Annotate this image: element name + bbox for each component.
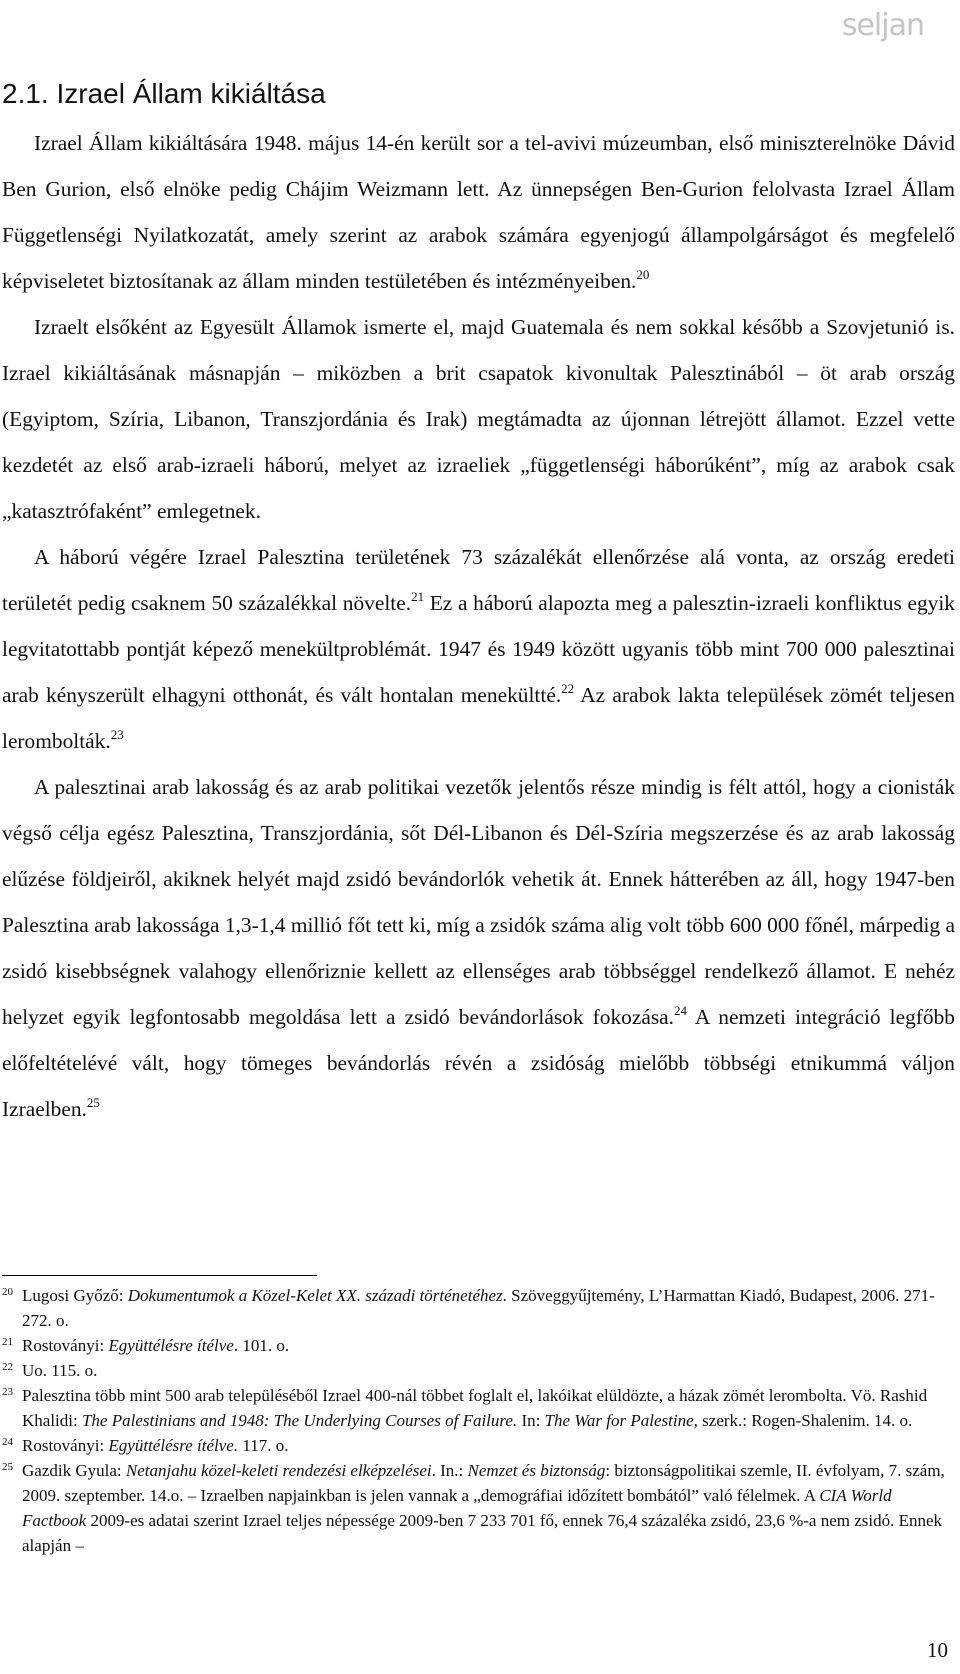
footnote-reference: 20 bbox=[636, 267, 650, 282]
footnote-reference: 23 bbox=[110, 727, 124, 742]
footnote: $^{23}$ Palesztina több mint 500 arab településéből Izrael 400-nál többet foglalt el, lakóikat elüldözte, a házak zömét lerombolta. Vö. Rashid Khalidi: The Palestinians and 1948: The Underlying Courses of Failure. In: The War for Palestine, szerk.: Rogen-Shalenim. 14. o. bbox=[2, 1386, 928, 1430]
text-run: , szerk.: Rogen-Shalenim. 14. o. bbox=[693, 1411, 913, 1430]
footnote: $^{20}$ Lugosi Győző: Dokumentumok a Közel-Kelet XX. századi történetéhez. Szöveggyűjtemény, L’Harmattan Kiadó, Budapest, 2006. 271-272. o. bbox=[2, 1286, 935, 1330]
text-run: A nemzeti integráció legfőbb előfeltételévé vált, hogy tömeges bevándorlás révén a zsidóság mielőbb többségi etnikummá váljon Izraelben. bbox=[2, 1005, 956, 1121]
text-run: A háború végére Izrael Palesztina területének 73 százalékát ellenőrzése alá vonta, az ország eredeti területét pedig csaknem 50 százalékkal növelte. bbox=[2, 545, 955, 615]
body-text bbox=[2, 120, 955, 1132]
text-run: Rostoványi: bbox=[22, 1436, 109, 1455]
text-run: : biztonságpolitikai szemle, II. évfolyam, 7. szám, 2009. szeptember. 14.o. – Izraelben napjainkban is jelen vannak a „demográfiai időzített bombától” való félelmek. A bbox=[22, 1461, 945, 1505]
text-run: . 101. o. bbox=[233, 1336, 290, 1355]
text-run: 2009-es adatai szerint Izrael teljes népessége 2009-ben 7 233 701 fő, ennek 76,4 százaléka zsidó, 23,6 %-a nem zsidó. Ennek alapján – bbox=[22, 1511, 943, 1555]
text-run: A palesztinai arab lakosság és az arab politikai vezetők jelentős része mindig is félt attól, hogy a cionisták végső célja egész Palesztina, Transzjordánia, sőt Dél-Libanon és Dél-Szíria megszerzése és az arab lakosság elűzése földjeiről, akiknek helyét majd zsidó bevándorlók vehetik át. Ennek hátterében az áll, hogy 1947-ben Palesztina arab lakossága 1,3-1,4 millió főt tett ki, míg a zsidók száma alig volt több 600 000 főnél, márpedig a zsidó kisebbségnek valahogy ellenőriznie kellett az ellenséges arab többséggel rendelkező államot. E nehéz helyzet egyik legfontosabb megoldása lett a zsidó bevándorlások fokozása. bbox=[2, 775, 955, 1029]
text-run: Uo. 115. o. bbox=[22, 1361, 98, 1380]
text-run: Palesztina több mint 500 arab településéből Izrael 400-nál többet foglalt el, lakóikat elüldözte, a házak zömét lerombolta. Vö. Rashid Khalidi: bbox=[22, 1386, 928, 1430]
italic-text: CIA World Factbook bbox=[22, 1486, 892, 1530]
text-run: Rostoványi: bbox=[22, 1336, 109, 1355]
italic-text: Netanjahu közel-keleti rendezési elképzelései bbox=[125, 1461, 432, 1480]
footnote-reference: 22 bbox=[561, 681, 575, 696]
text-run: Gazdik Gyula: bbox=[22, 1461, 126, 1480]
italic-text: Együttélésre ítélve. bbox=[108, 1436, 239, 1455]
text-run: Izraelt elsőként az Egyesült Államok ismerte el, majd Guatemala és nem sokkal később a Szovjetunió is. Izrael kikiáltásának másnapján – miközben a brit csapatok kivonultak Palesztinából – öt arab ország (Egyiptom, Szíria, Libanon, Transzjordánia és Irak) megtámadta az újonnan létrejött államot. Ezzel vette kezdetét az első arab-izraeli háború, melyet az izraeliek „függetlenségi háborúként”, míg az arabok csak „katasztrófaként” emlegetnek. bbox=[2, 315, 955, 523]
text-run: 117. o. bbox=[238, 1436, 289, 1455]
text-run: . Szöveggyűjtemény, L’Harmattan Kiadó, Budapest, 2006. 271-272. o. bbox=[22, 1286, 935, 1330]
section-heading: 2.1. Izrael Állam kikiáltása bbox=[2, 78, 326, 109]
footnote-reference: 21 bbox=[411, 589, 425, 604]
footnote-reference: 25 bbox=[86, 1095, 100, 1110]
footnote: $^{25}$ Gazdik Gyula: Netanjahu közel-keleti rendezési elképzelései. In.: Nemzet és biztonság: biztonságpolitikai szemle, II. évfolyam, 7. szám, 2009. szeptember. 14.o. – Izraelben napjainkban is jelen vannak a „demográfiai időzített bombától” való félelmek. A CIA World Factbook 2009-es adatai szerint Izrael teljes népessége 2009-ben 7 233 701 fő, ennek 76,4 százaléka zsidó, 23,6 %-a nem zsidó. Ennek alapján – bbox=[2, 1461, 945, 1555]
page-number: 10 bbox=[927, 1638, 948, 1662]
footnote: $^{22}$ Uo. 115. o. bbox=[2, 1361, 98, 1380]
text-run: Lugosi Győző: bbox=[22, 1286, 128, 1305]
text-run: Ez a háború alapozta meg a palesztin-izraeli konfliktus egyik legvitatottabb pontját képező menekültproblémát. 1947 és 1949 között ugyanis több mint 700 000 palesztinai arab kényszerült elhagyni otthonát, és vált hontalan menekültté. bbox=[2, 591, 955, 707]
text-run: . In.: bbox=[431, 1461, 468, 1480]
paragraph bbox=[2, 120, 955, 304]
text-run: In: bbox=[517, 1411, 545, 1430]
text-run: Izrael Állam kikiáltására 1948. május 14-én került sor a tel-avivi múzeumban, első miniszterelnöke Dávid Ben Gurion, első elnöke pedig Chájim Weizmann lett. Az ünnepségen Ben-Gurion felolvasta Izrael Állam Függetlenségi Nyilatkozatát, amely szerint az arabok számára egyenjogú állampolgárságot és megfelelő képviseletet biztosítanak az állam minden testületében és intézményeiben. bbox=[2, 131, 955, 293]
italic-text: Nemzet és biztonság bbox=[467, 1461, 606, 1480]
publisher-logo: seljan bbox=[841, 8, 924, 43]
italic-text: The War for Palestine bbox=[544, 1411, 694, 1430]
footnotes bbox=[2, 1283, 955, 1558]
text-run: Az arabok lakta települések zömét teljesen lerombolták. bbox=[2, 683, 955, 753]
paragraph bbox=[2, 304, 955, 534]
italic-text: The Palestinians and 1948: The Underlying Courses of Failure. bbox=[81, 1411, 518, 1430]
italic-text: Együttélésre ítélve bbox=[108, 1336, 234, 1355]
italic-text: Dokumentumok a Közel-Kelet XX. századi történetéhez bbox=[127, 1286, 503, 1305]
paragraph bbox=[2, 764, 955, 1132]
footnote: $^{24}$ Rostoványi: Együttélésre ítélve. 117. o. bbox=[2, 1436, 289, 1455]
footnote: $^{21}$ Rostoványi: Együttélésre ítélve. 101. o. bbox=[2, 1336, 290, 1355]
footnote-reference: 24 bbox=[674, 1003, 688, 1018]
footnote-divider bbox=[2, 1275, 317, 1276]
paragraph bbox=[2, 534, 955, 764]
